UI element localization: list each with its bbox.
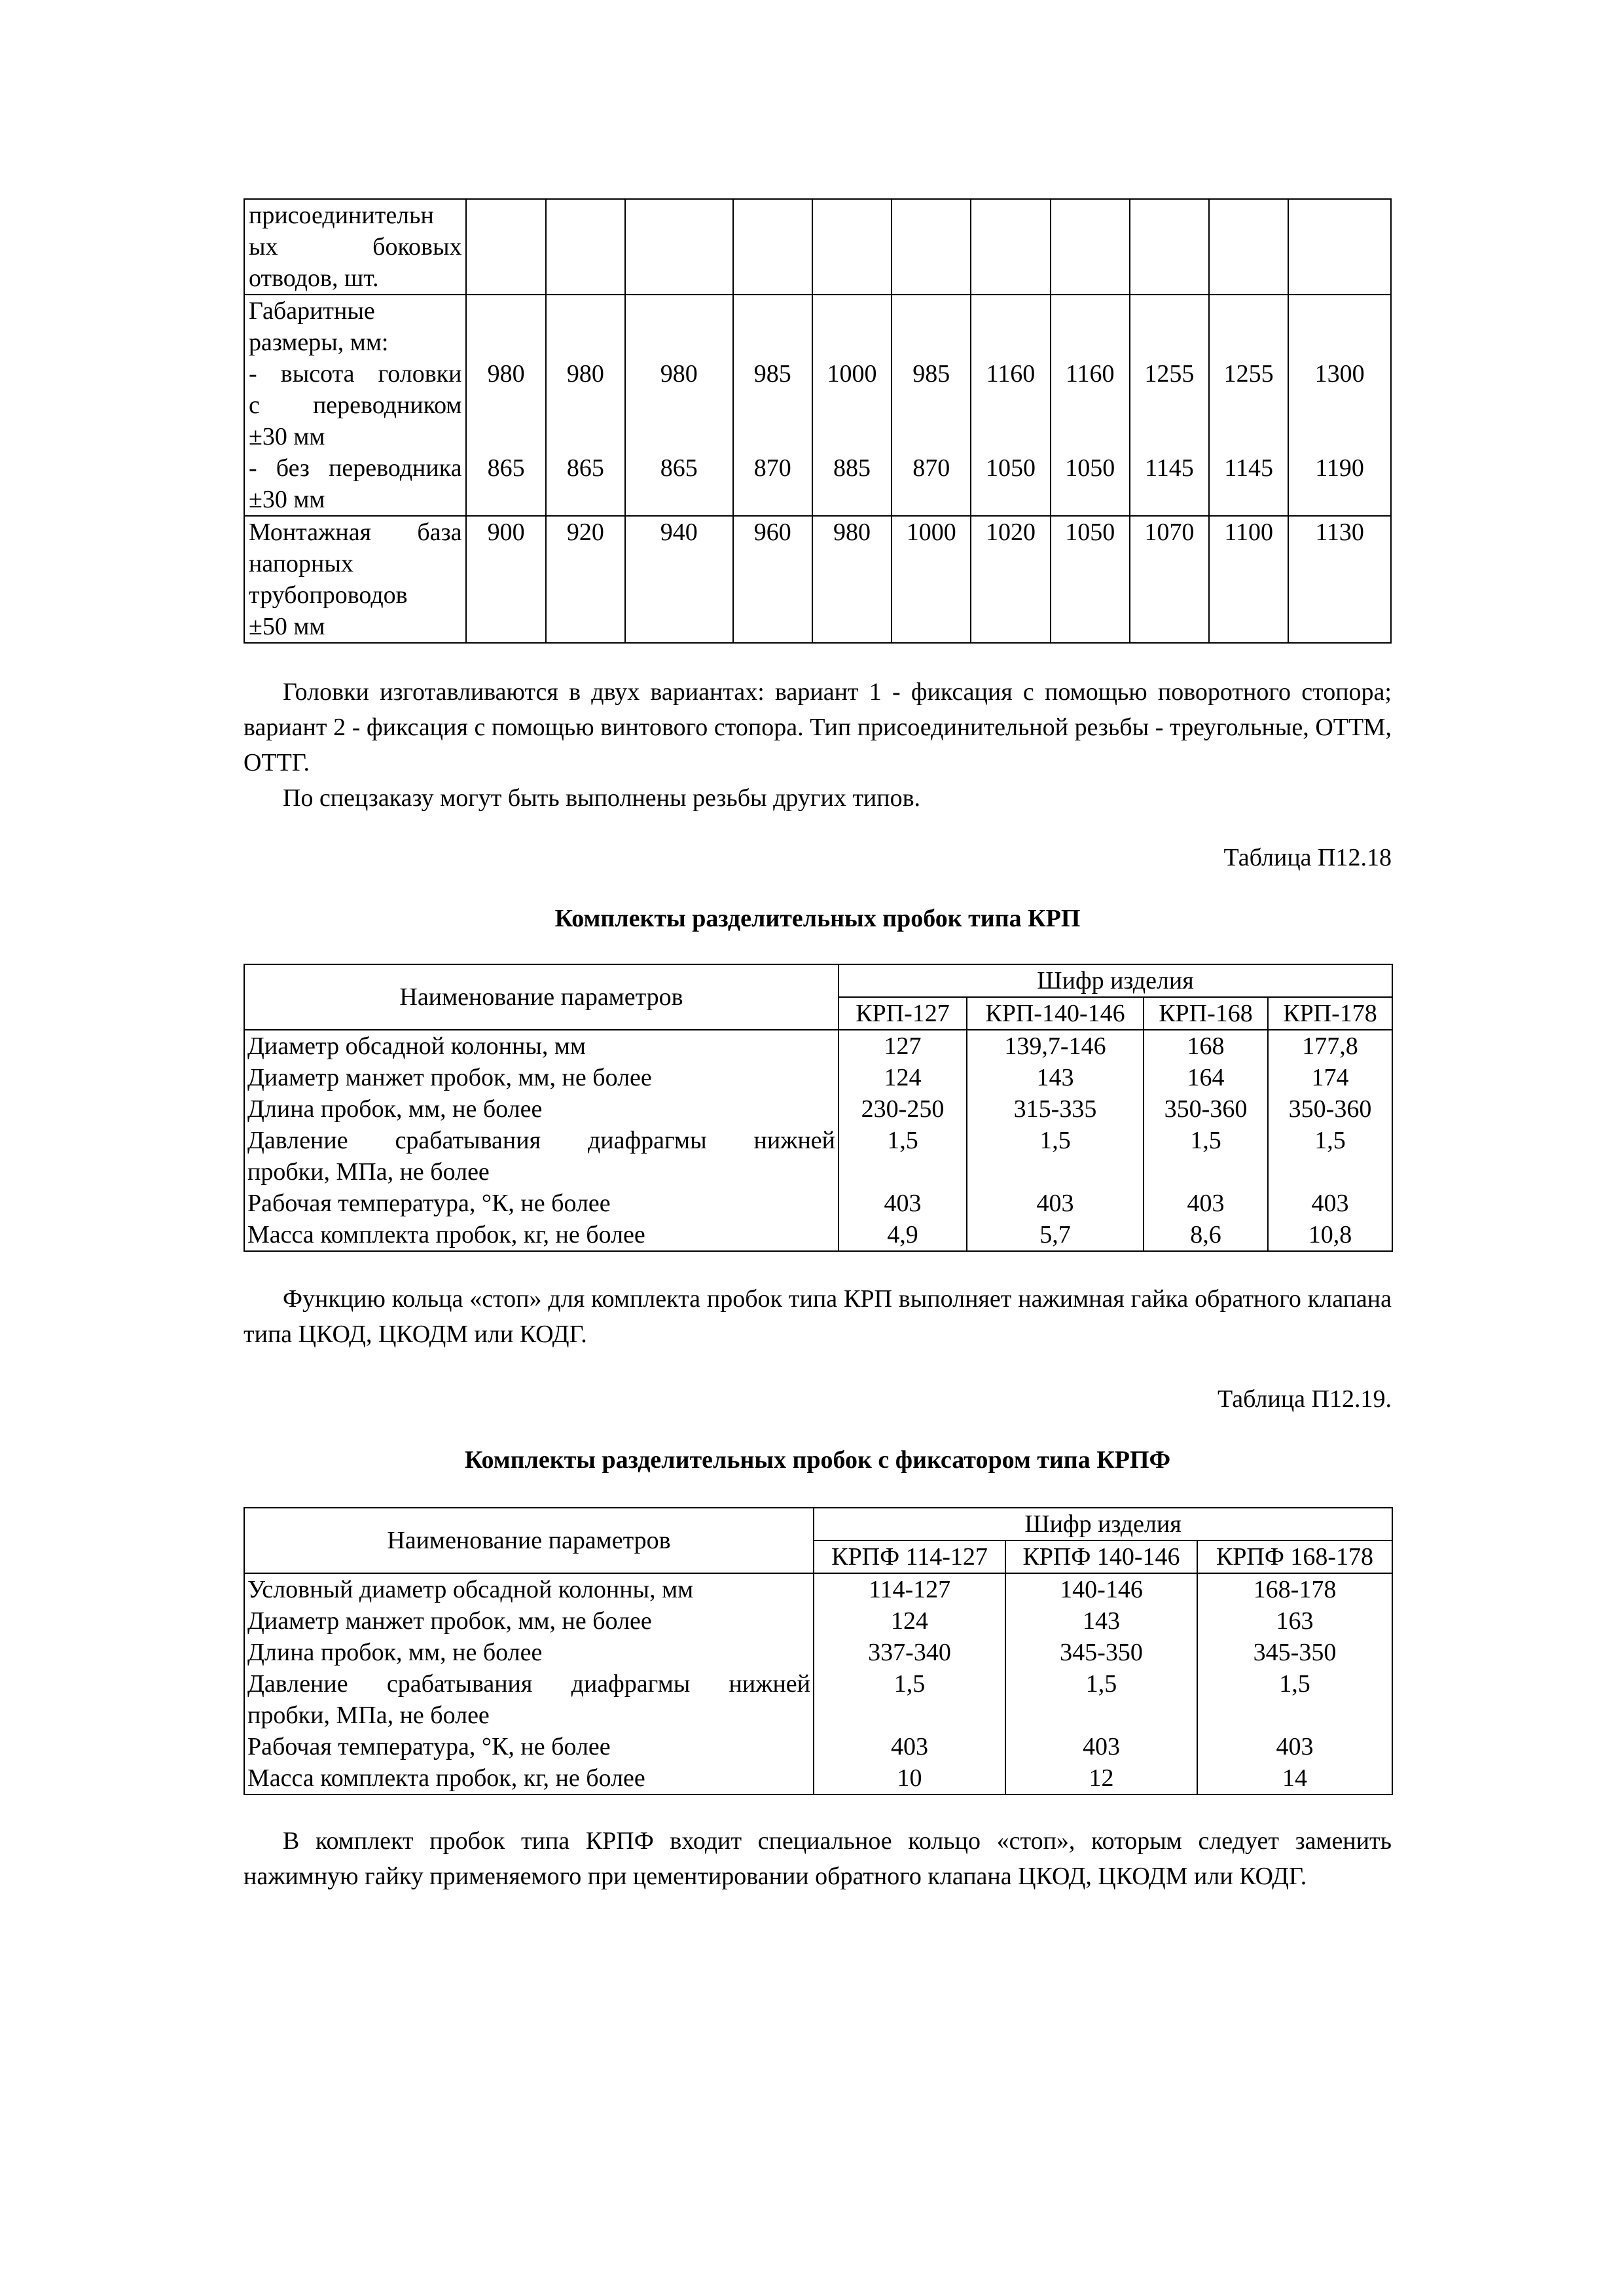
- table-cell: 10: [814, 1762, 1005, 1795]
- table-cell: 1,5: [967, 1125, 1144, 1188]
- table-cell: 1020: [971, 516, 1050, 643]
- table-cell: [1051, 199, 1130, 295]
- table-caption: Таблица П12.19.: [1218, 1385, 1392, 1413]
- column-header: КРПФ 168-178: [1197, 1540, 1392, 1573]
- table-cell: [625, 199, 733, 295]
- table-cell: 403: [1197, 1731, 1392, 1762]
- table-cell: 350-360: [1268, 1093, 1392, 1125]
- table-row: [244, 1219, 1392, 1251]
- column-header: КРП-140-146: [967, 997, 1144, 1030]
- table-cell: 403: [814, 1731, 1005, 1762]
- table-row: [244, 295, 1391, 516]
- krp-table: [244, 964, 1393, 1252]
- table-row: [244, 1762, 1392, 1795]
- table-cell: 14: [1197, 1762, 1392, 1795]
- paragraph-variants: Головки изготавливаются в двух вариантах: вариант 1 - фиксация с помощью поворотного стопора; вариант 2 - фиксация с помощью винтового стопора. Тип присоединительной резьбы - треугольные, ОТТМ, ОТТГ.: [244, 678, 1392, 776]
- group-header: Шифр изделия: [839, 964, 1392, 997]
- column-header: КРПФ 140-146: [1005, 1540, 1197, 1573]
- table-row: [244, 1668, 1392, 1731]
- table-cell: 345-350: [1005, 1637, 1197, 1668]
- group-header: Шифр изделия: [814, 1508, 1392, 1540]
- table-cell: [1209, 199, 1288, 295]
- table-cell: 1255 1145: [1209, 295, 1288, 516]
- table-cell: 960: [733, 516, 812, 643]
- table-row: [244, 199, 1391, 295]
- specs-table-continuation: [244, 198, 1392, 644]
- table-cell: 1300 1190: [1288, 295, 1391, 516]
- table-row: [244, 1062, 1392, 1093]
- table-cell: 127: [839, 1030, 967, 1062]
- table-cell: 4,9: [839, 1219, 967, 1251]
- param-name: Рабочая температура, °К, не более: [244, 1188, 839, 1219]
- table-cell: 8,6: [1144, 1219, 1268, 1251]
- row-label: Габаритные размеры, мм: - высота головки с переводником ±30 мм - без переводника ±30 мм: [244, 295, 466, 516]
- table-row: [244, 1125, 1392, 1188]
- table-cell: 403: [967, 1188, 1144, 1219]
- table-cell: 1,5: [1005, 1668, 1197, 1731]
- table-cell: 900: [466, 516, 545, 643]
- row-label: Монтажная база напорных трубопроводов ±50 мм: [244, 516, 466, 643]
- table-cell: 1,5: [814, 1668, 1005, 1731]
- table-cell: 345-350: [1197, 1637, 1392, 1668]
- table-cell: 403: [1144, 1188, 1268, 1219]
- table-cell: 940: [625, 516, 733, 643]
- table-cell: 139,7-146: [967, 1030, 1144, 1062]
- table-cell: 1000 885: [812, 295, 892, 516]
- table-row: [244, 1030, 1392, 1062]
- table-cell: 1,5: [1268, 1125, 1392, 1188]
- table-cell: [1130, 199, 1209, 295]
- param-name: Масса комплекта пробок, кг, не более: [244, 1219, 839, 1251]
- paragraph-krpf-kit: В комплект пробок типа КРПФ входит специальное кольцо «стоп», которым следует заменить нажимную гайку применяемого при цементировании обратного клапана ЦКОД, ЦКОДМ или КОДГ.: [244, 1827, 1392, 1890]
- table-title: Комплекты разделительных пробок типа КРП: [554, 905, 1081, 932]
- table-cell: 124: [839, 1062, 967, 1093]
- param-name: Давление срабатывания диафрагмы нижней пробки, МПа, не более: [244, 1125, 839, 1188]
- column-header: КРП-127: [839, 997, 967, 1030]
- table-cell: [892, 199, 971, 295]
- table-cell: 315-335: [967, 1093, 1144, 1125]
- param-name: Давление срабатывания диафрагмы нижней пробки, МПа, не более: [244, 1668, 814, 1731]
- table-cell: 980 865: [466, 295, 545, 516]
- param-name: Длина пробок, мм, не более: [244, 1093, 839, 1125]
- param-name: Диаметр манжет пробок, мм, не более: [244, 1605, 814, 1637]
- table-cell: [971, 199, 1050, 295]
- param-header: Наименование параметров: [244, 964, 839, 1030]
- table-cell: 230-250: [839, 1093, 967, 1125]
- column-header: КРП-178: [1268, 997, 1392, 1030]
- table-cell: 12: [1005, 1762, 1197, 1795]
- table-cell: 114-127: [814, 1573, 1005, 1605]
- paragraph-stop-ring: Функцию кольца «стоп» для комплекта пробок типа КРП выполняет нажимная гайка обратного клапана типа ЦКОД, ЦКОДМ или КОДГ.: [244, 1285, 1392, 1348]
- table-cell: [546, 199, 625, 295]
- table-cell: 403: [1268, 1188, 1392, 1219]
- table-cell: 980 865: [625, 295, 733, 516]
- table-cell: 143: [967, 1062, 1144, 1093]
- row-label: присоединительн ых боковых отводов, шт.: [244, 199, 466, 295]
- param-name: Диаметр манжет пробок, мм, не более: [244, 1062, 839, 1093]
- table-cell: 124: [814, 1605, 1005, 1637]
- table-row: [244, 1637, 1392, 1668]
- param-name: Длина пробок, мм, не более: [244, 1637, 814, 1668]
- table-row: [244, 1093, 1392, 1125]
- table-cell: [812, 199, 892, 295]
- table-header-row: [244, 1508, 1392, 1540]
- param-header: Наименование параметров: [244, 1508, 814, 1573]
- table-cell: 168: [1144, 1030, 1268, 1062]
- column-header: КРП-168: [1144, 997, 1268, 1030]
- table-cell: 1050: [1051, 516, 1130, 643]
- table-cell: 980: [812, 516, 892, 643]
- table-cell: 337-340: [814, 1637, 1005, 1668]
- table-row: [244, 1188, 1392, 1219]
- table-row: [244, 1731, 1392, 1762]
- table-cell: 403: [1005, 1731, 1197, 1762]
- table-cell: [733, 199, 812, 295]
- table-cell: 174: [1268, 1062, 1392, 1093]
- table-cell: 920: [546, 516, 625, 643]
- table-cell: 10,8: [1268, 1219, 1392, 1251]
- table-header-row: [244, 964, 1392, 997]
- table-row: [244, 516, 1391, 643]
- table-cell: 350-360: [1144, 1093, 1268, 1125]
- table-cell: 1000: [892, 516, 971, 643]
- param-name: Условный диаметр обсадной колонны, мм: [244, 1573, 814, 1605]
- table-caption: Таблица П12.18: [1223, 844, 1392, 871]
- table-cell: 5,7: [967, 1219, 1144, 1251]
- param-name: Масса комплекта пробок, кг, не более: [244, 1762, 814, 1795]
- table-cell: 177,8: [1268, 1030, 1392, 1062]
- table-cell: 403: [839, 1188, 967, 1219]
- table-cell: 1,5: [1197, 1668, 1392, 1731]
- table-row: [244, 1605, 1392, 1637]
- krpf-table: [244, 1507, 1393, 1795]
- table-title: Комплекты разделительных пробок с фиксатором типа КРПФ: [464, 1446, 1171, 1474]
- table-cell: 1100: [1209, 516, 1288, 643]
- column-header: КРПФ 114-127: [814, 1540, 1005, 1573]
- table-cell: 1160 1050: [1051, 295, 1130, 516]
- paragraph-special-order: По спецзаказу могут быть выполнены резьбы других типов.: [283, 784, 921, 812]
- table-cell: 140-146: [1005, 1573, 1197, 1605]
- table-cell: 164: [1144, 1062, 1268, 1093]
- table-row: [244, 1573, 1392, 1605]
- table-cell: 143: [1005, 1605, 1197, 1637]
- table-cell: [1288, 199, 1391, 295]
- table-cell: 1130: [1288, 516, 1391, 643]
- table-cell: [466, 199, 545, 295]
- table-cell: 1070: [1130, 516, 1209, 643]
- table-cell: 163: [1197, 1605, 1392, 1637]
- table-cell: 985 870: [733, 295, 812, 516]
- table-cell: 1,5: [839, 1125, 967, 1188]
- param-name: Рабочая температура, °К, не более: [244, 1731, 814, 1762]
- table-cell: 1,5: [1144, 1125, 1268, 1188]
- table-cell: 985 870: [892, 295, 971, 516]
- table-cell: 1160 1050: [971, 295, 1050, 516]
- param-name: Диаметр обсадной колонны, мм: [244, 1030, 839, 1062]
- table-cell: 168-178: [1197, 1573, 1392, 1605]
- table-cell: 980 865: [546, 295, 625, 516]
- table-cell: 1255 1145: [1130, 295, 1209, 516]
